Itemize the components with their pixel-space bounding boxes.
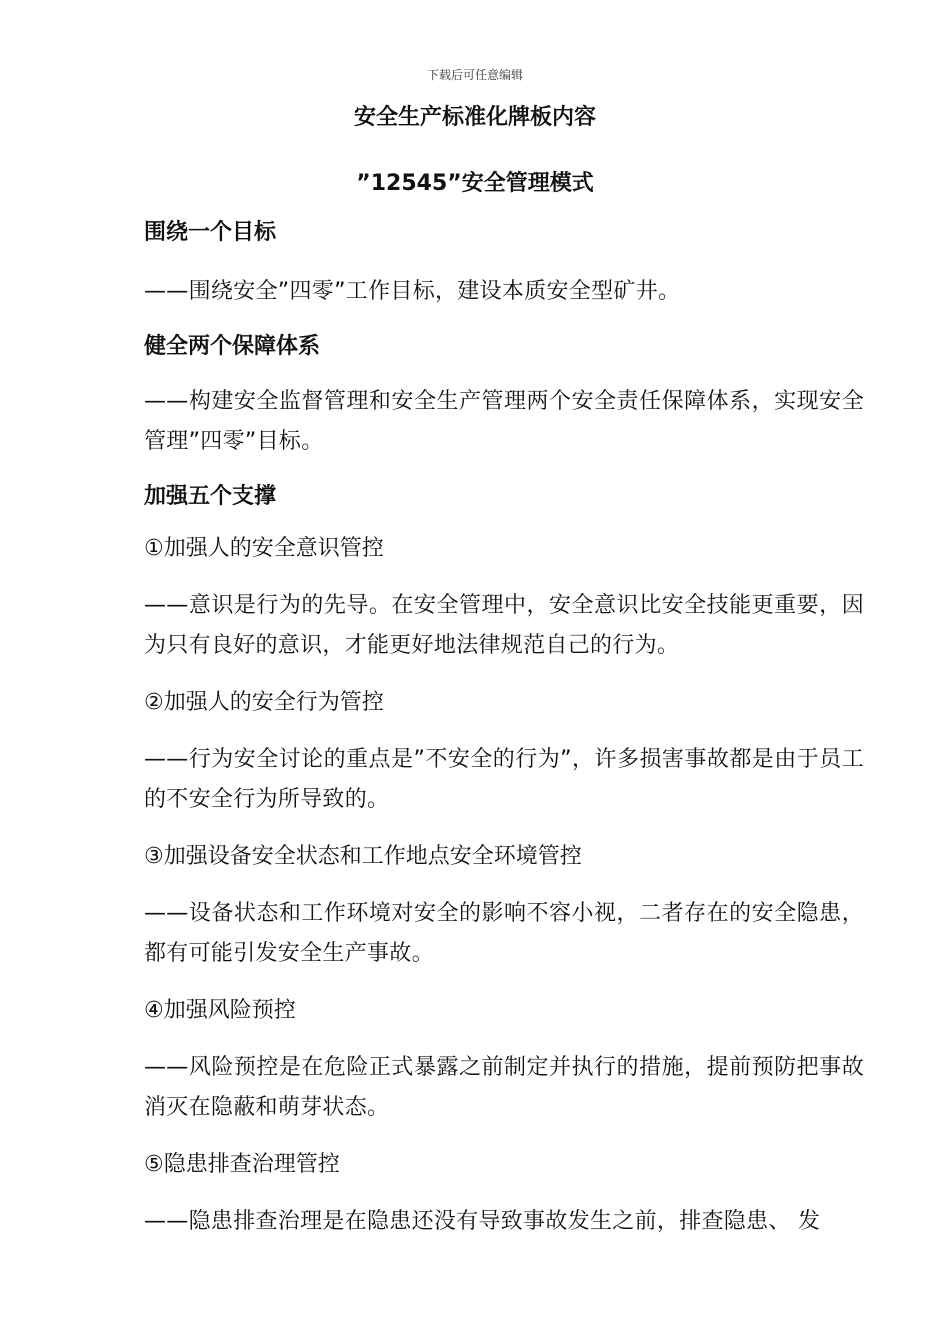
support-item-label: ①加强人的安全意识管控	[144, 536, 384, 561]
support-item-text: ——设备状态和工作环境对安全的影响不容小视，二者存在的安全隐患，都有可能引发安全生产事故。	[144, 901, 864, 966]
support-item-label: ④加强风险预控	[144, 998, 296, 1023]
section-heading-supports: 加强五个支撑	[144, 484, 277, 509]
document-body	[144, 216, 864, 1242]
section-heading-guarantee: 健全两个保障体系	[144, 334, 321, 359]
support-item-label: ③加强设备安全状态和工作地点安全环境管控	[144, 844, 582, 869]
support-item-label: ⑤隐患排查治理管控	[144, 1152, 340, 1177]
support-item-text: ——行为安全讨论的重点是”不安全的行为”，许多损害事故都是由于员工的不安全行为所导致的。	[144, 747, 864, 812]
section-text-guarantee: ——构建安全监督管理和安全生产管理两个安全责任保障体系，实现安全管理”四零”目标。	[144, 389, 864, 454]
support-item-label: ②加强人的安全行为管控	[144, 690, 384, 715]
header-note: 下载后可任意编辑	[426, 68, 523, 82]
support-item-text: ——风险预控是在危险正式暴露之前制定并执行的措施，提前预防把事故消灭在隐蔽和萌芽状态。	[144, 1055, 864, 1120]
section-text-goal: ——围绕安全”四零”工作目标，建设本质安全型矿井。	[144, 279, 681, 304]
support-item-text: ——意识是行为的先导。在安全管理中，安全意识比安全技能更重要，因为只有良好的意识，才能更好地法律规范自己的行为。	[144, 593, 864, 658]
section-heading-goal: 围绕一个目标	[144, 220, 277, 245]
support-item-text: ——隐患排查治理是在隐患还没有导致事故发生之前，排查隐患、 发	[144, 1209, 821, 1234]
document-subtitle: ”12545”安全管理模式	[356, 171, 594, 196]
document-title: 安全生产标准化牌板内容	[353, 105, 596, 130]
